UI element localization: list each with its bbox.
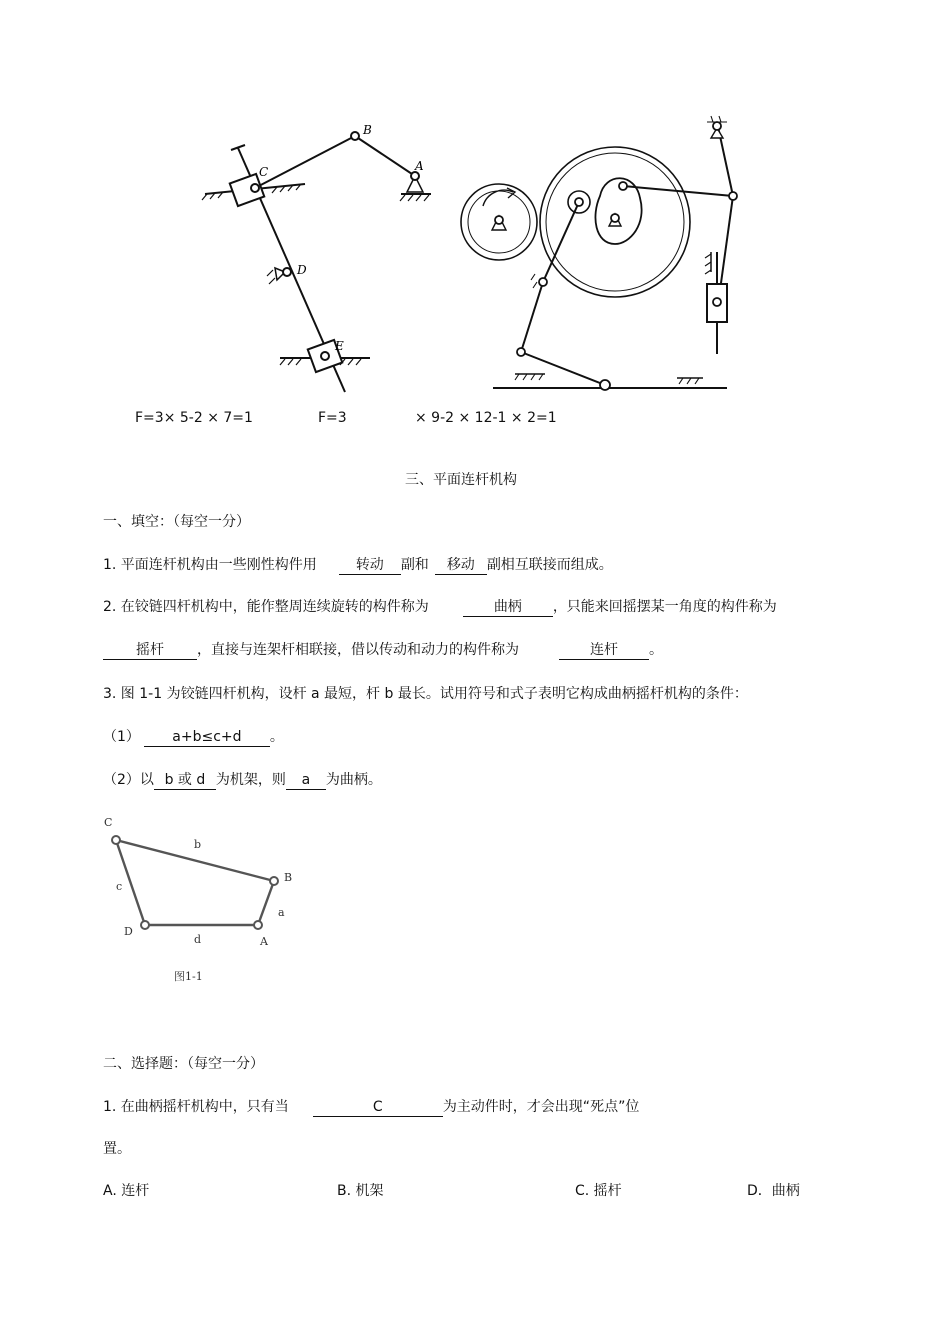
q2-answer-2: 摇杆 [103, 641, 197, 660]
label-e: E [335, 339, 344, 353]
question-1 [103, 555, 613, 575]
label-d: D [297, 263, 307, 277]
q2-answer-1: 曲柄 [463, 598, 553, 617]
four-bar-svg [98, 812, 308, 990]
q2-text-post: 。 [649, 642, 663, 658]
q3-s2-answer-2: a [286, 771, 326, 790]
option-a: A. 连杆 [103, 1183, 150, 1199]
dof-formula-left: F=3× 5-2 × 7=1 [135, 410, 253, 426]
dof-formula-right: × 9-2 × 12-1 × 2=1 [415, 410, 557, 426]
mechanism-right-svg [455, 112, 745, 402]
label-b: B [363, 123, 372, 137]
question-2-line-1 [103, 597, 777, 617]
q2-text-pre: 2. 在铰链四杆机构中，能作整周连续旋转的构件称为 [103, 599, 429, 615]
q2-text-mid2: ，直接与连架杆相联接，借以传动和动力的构件称为 [197, 642, 519, 658]
fig11-label-c-node: C [104, 816, 113, 829]
option-b: B. 机架 [337, 1183, 384, 1199]
choice-q1-pre: 1. 在曲柄摇杆机构中，只有当 [103, 1099, 289, 1115]
mechanism-figure-right [455, 112, 745, 402]
q1-text-mid: 副和 [400, 557, 429, 573]
question-2-line-2 [103, 640, 663, 660]
fig11-label-b-link: b [194, 838, 202, 851]
option-c: C. 摇杆 [575, 1183, 622, 1199]
mechanism-left-svg [195, 120, 435, 405]
q1-answer-1: 转动 [339, 556, 401, 575]
dof-formula-mid: F=3 [318, 410, 347, 426]
question-3-sub-2 [103, 770, 382, 790]
q3-s1-pre: （1） [103, 729, 140, 745]
choice-q1-post: 为主动件时，才会出现“死点”位 [442, 1099, 640, 1115]
fig11-label-a-node: A [260, 935, 268, 948]
q3-s2-pre: （2）以 [103, 772, 154, 788]
figure-1-1 [98, 812, 308, 990]
fig11-label-a-link: a [278, 906, 285, 919]
option-d: D．曲柄 [747, 1183, 800, 1199]
question-3: 3. 图 1-1 为铰链四杆机构，设杆 a 最短，杆 b 最长。试用符号和式子表明它构成曲柄摇杆机构的条件： [103, 686, 748, 702]
choice-question-1 [103, 1097, 639, 1117]
q3-s1-post: 。 [269, 729, 284, 745]
q3-s2-post: 为曲柄。 [325, 772, 382, 788]
choice-question-1-cont: 置。 [103, 1141, 131, 1157]
q3-s2-mid: 为机架，则 [215, 772, 286, 788]
fig11-label-d-node: D [124, 925, 133, 938]
label-a: A [415, 159, 424, 173]
q3-s1-answer: a+b≤c+d [144, 728, 270, 747]
q3-s2-answer-1: b 或 d [154, 771, 216, 790]
choice-heading: 二、选择题：（每空一分） [103, 1056, 264, 1072]
fill-heading: 一、填空：（每空一分） [103, 514, 250, 530]
q1-text-post: 副相互联接而组成。 [486, 557, 613, 573]
q2-answer-3: 连杆 [559, 641, 649, 660]
section-title: 三、平面连杆机构 [405, 472, 517, 488]
label-c: C [259, 165, 269, 179]
q1-text-pre: 1. 平面连杆机构由一些刚性构件用 [103, 557, 317, 573]
question-3-sub-1 [103, 727, 284, 747]
q1-answer-2: 移动 [435, 556, 487, 575]
fig11-label-c-link: c [116, 880, 123, 893]
choice-q1-answer: C [313, 1098, 443, 1117]
q2-text-mid1: ，只能来回摇摆某一角度的构件称为 [552, 599, 777, 615]
fig11-caption: 图1-1 [174, 970, 203, 983]
fig11-label-b-node: B [284, 871, 293, 884]
fig11-label-d-link: d [194, 933, 202, 946]
mechanism-figure-left [195, 120, 435, 405]
